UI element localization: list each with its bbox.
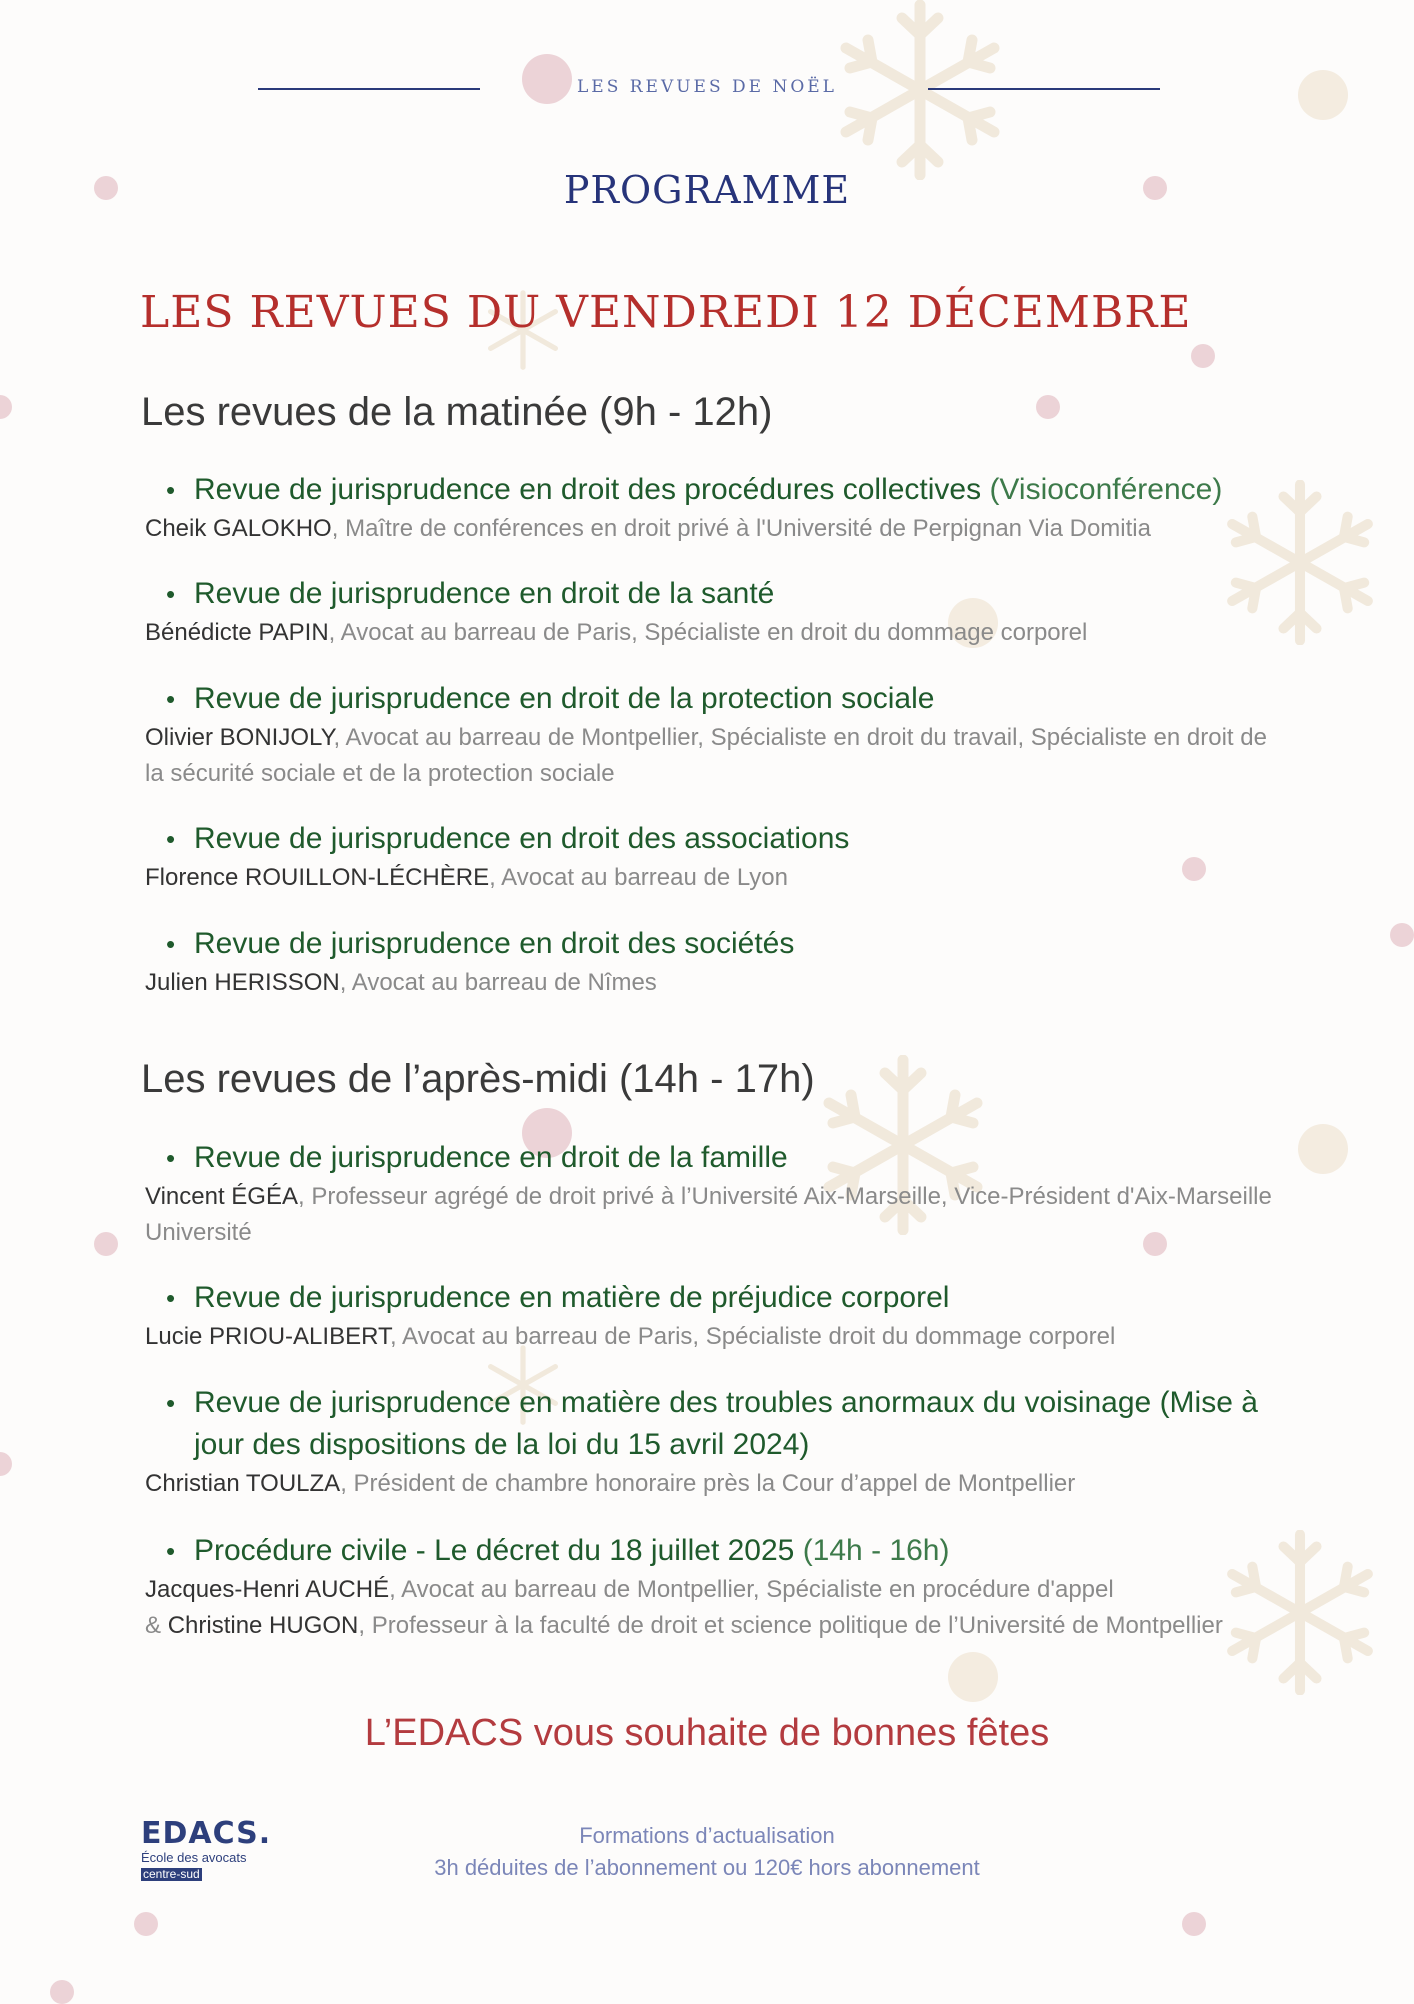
decor-dot — [0, 1452, 12, 1476]
decor-dot — [1182, 1912, 1206, 1936]
speaker-line: Cheik GALOKHO, Maître de conférences en droit privé à l'Université de Perpignan Via Domitia — [145, 515, 1151, 542]
speaker-line: & Christine HUGON, Professeur à la faculté de droit et science politique de l’Université de Montpellier — [145, 1612, 1223, 1639]
speaker-line: Bénédicte PAPIN, Avocat au barreau de Paris, Spécialiste en droit du dommage corporel — [145, 619, 1088, 646]
bullet-icon: • — [166, 475, 176, 505]
decor-dot — [1191, 344, 1215, 368]
bullet-icon: • — [166, 824, 176, 854]
decor-dot — [948, 1652, 998, 1702]
program-item — [140, 678, 1280, 792]
speaker-line: Olivier BONIJOLY, Avocat au barreau de Montpellier, Spécialiste en droit du travail, Spécialiste en droit de la sécurité sociale et de la protection sociale — [145, 724, 1267, 787]
day-heading: LES REVUES DU VENDREDI 12 DÉCEMBRE — [140, 287, 1192, 338]
program-item — [140, 1530, 1280, 1644]
session-title-afternoon: Les revues de l’après-midi (14h - 17h) — [141, 1057, 815, 1101]
program-item-title: • Revue de jurisprudence en matière des troubles anormaux du voisinage (Mise à jour des dispositions de la loi du 15 avril 2024) — [140, 1382, 1280, 1466]
program-item — [140, 818, 1280, 896]
decor-dot — [1298, 1124, 1348, 1174]
decor-dot — [94, 1232, 118, 1256]
footer-line-2: 3h déduites de l’abonnement ou 120€ hors abonnement — [434, 1855, 980, 1880]
program-item — [140, 923, 1280, 1001]
logo-subtitle-region: centre-sud — [143, 1867, 200, 1881]
program-item — [140, 1382, 1280, 1502]
decor-dot — [1036, 395, 1060, 419]
program-item-title: • Revue de jurisprudence en droit de la santé — [140, 573, 1280, 615]
footer-line-1: Formations d’actualisation — [579, 1823, 835, 1848]
program-item — [140, 1277, 1280, 1355]
speaker-line: Christian TOULZA, Président de chambre honoraire près la Cour d’appel de Montpellier — [145, 1470, 1076, 1497]
program-item-title: • Revue de jurisprudence en matière de préjudice corporel — [140, 1277, 1280, 1319]
bullet-icon: • — [166, 929, 176, 959]
decor-dot — [134, 1912, 158, 1936]
logo-subtitle: École des avocats — [141, 1850, 247, 1865]
decor-dot — [1390, 923, 1414, 947]
program-item-title: • Procédure civile - Le décret du 18 juillet 2025 (14h - 16h) — [140, 1530, 1280, 1572]
session-title-morning: Les revues de la matinée (9h - 12h) — [141, 390, 773, 434]
speaker-line: Florence ROUILLON-LÉCHÈRE, Avocat au barreau de Lyon — [145, 864, 788, 891]
program-item — [140, 1137, 1280, 1251]
speaker-line: Vincent ÉGÉA, Professeur agrégé de droit privé à l’Université Aix-Marseille, Vice-Président d'Aix-Marseille Université — [145, 1183, 1272, 1246]
decor-dot — [0, 395, 12, 419]
bullet-icon: • — [166, 1388, 176, 1418]
header-label: LES REVUES DE NOËL — [577, 77, 837, 97]
bullet-icon: • — [166, 684, 176, 714]
bullet-icon: • — [166, 1536, 176, 1566]
program-item — [140, 573, 1280, 651]
program-item-title: • Revue de jurisprudence en droit de la protection sociale — [140, 678, 1280, 720]
speaker-line: Lucie PRIOU-ALIBERT, Avocat au barreau de Paris, Spécialiste droit du dommage corporel — [145, 1323, 1116, 1350]
speaker-line: Julien HERISSON, Avocat au barreau de Nîmes — [145, 969, 657, 996]
logo-wordmark: EDACS. — [141, 1816, 272, 1851]
program-item-title: • Revue de jurisprudence en droit de la famille — [140, 1137, 1280, 1179]
decor-dot — [50, 1980, 74, 2004]
bullet-icon: • — [166, 579, 176, 609]
season-greeting: L’EDACS vous souhaite de bonnes fêtes — [364, 1712, 1050, 1754]
program-item — [140, 469, 1280, 547]
page-title: PROGRAMME — [563, 168, 851, 212]
speaker-line: Jacques-Henri AUCHÉ, Avocat au barreau de Montpellier, Spécialiste en procédure d'appel — [145, 1576, 1114, 1603]
program-item-title: • Revue de jurisprudence en droit des associations — [140, 818, 1280, 860]
program-item-title: • Revue de jurisprudence en droit des procédures collectives (Visioconférence) — [140, 469, 1280, 511]
footer-note — [0, 1816, 1414, 1884]
bullet-icon: • — [166, 1143, 176, 1173]
bullet-icon: • — [166, 1283, 176, 1313]
program-item-title: • Revue de jurisprudence en droit des sociétés — [140, 923, 1280, 965]
